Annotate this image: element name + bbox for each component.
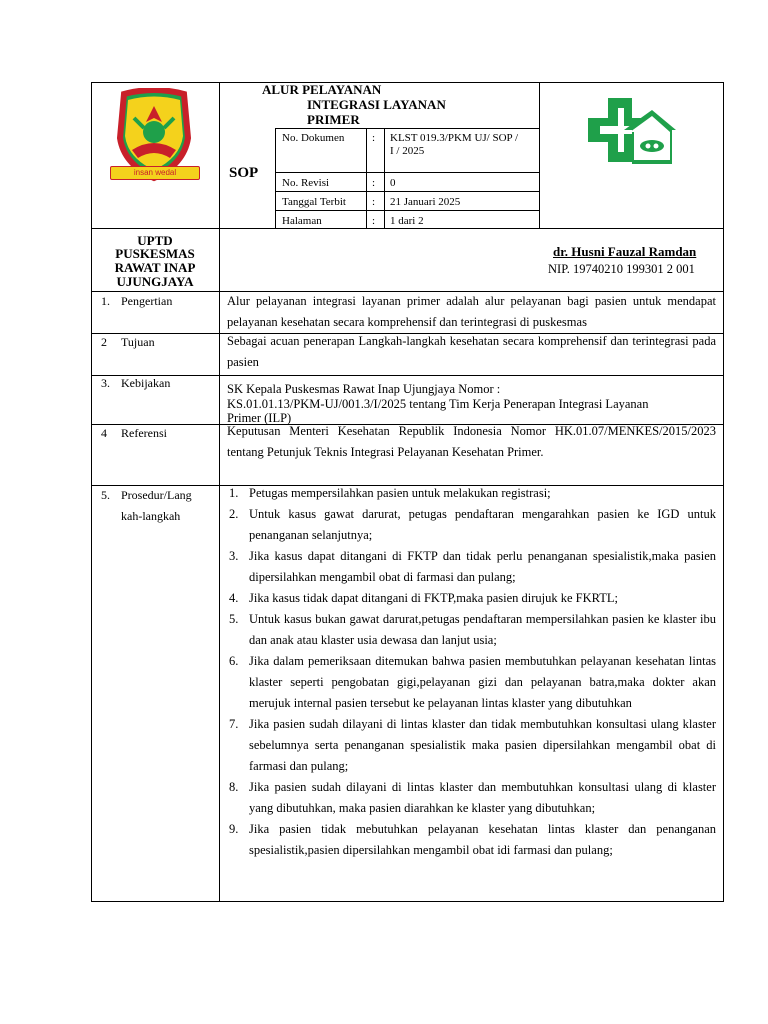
section-3-line-1: SK Kepala Puskesmas Rawat Inap Ujungjaya Nomor : bbox=[227, 382, 501, 396]
regional-emblem-logo bbox=[104, 88, 204, 184]
step-number: 4. bbox=[229, 591, 239, 605]
section-4-number: 4 bbox=[101, 426, 107, 440]
field-halaman-label: Halaman bbox=[282, 215, 322, 227]
step-number: 2. bbox=[229, 507, 239, 521]
title-line-1: ALUR PELAYANAN bbox=[262, 82, 382, 97]
field-tanggal-terbit-value: 21 Januari 2025 bbox=[390, 196, 461, 208]
step-number: 1. bbox=[229, 486, 239, 500]
step-text: Untuk kasus bukan gawat darurat,petugas pendaftaran mempersilahkan pasien ke klaster ibu dan anak atau klaster usia dewasa dan lanjut usia; bbox=[249, 612, 716, 647]
section-3-line-2: KS.01.01.13/PKM-UJ/001.3/I/2025 tentang Tim Kerja Penerapan Integrasi Layanan bbox=[227, 397, 649, 411]
org-name-line-1: UPTD bbox=[137, 233, 173, 248]
step-text: Jika dalam pemeriksaan ditemukan bahwa pasien membutuhkan pelayanan kesehatan lintas klaster seperti pengobatan gigi,pelayanan gizi dan pelayanan batra,maka dokter akan merujuk internal pasien tersebut ke pelayanan lintas klaster yang dibutuhkan bbox=[249, 654, 716, 710]
org-name-line-4: UJUNGJAYA bbox=[116, 274, 194, 289]
step-number: 6. bbox=[229, 654, 239, 668]
procedure-step bbox=[229, 546, 716, 588]
step-number: 9. bbox=[229, 822, 239, 836]
field-tanggal-terbit-sep: : bbox=[372, 196, 376, 208]
section-5-number: 5. bbox=[101, 488, 110, 502]
section-5-label-line-1: Prosedur/Lang bbox=[121, 488, 192, 502]
field-halaman-sep: : bbox=[372, 215, 376, 227]
section-2-number: 2 bbox=[101, 335, 107, 349]
step-text: Jika pasien sudah dilayani di lintas klaster dan membutuhkan konsultasi ulang di klaster yang dibutuhkan, maka pasien diarahkan ke klaster yang dibutuhkan; bbox=[249, 780, 716, 815]
procedure-step bbox=[229, 588, 716, 609]
procedure-step bbox=[229, 777, 716, 819]
step-text: Jika pasien tidak mebutuhkan pelayanan kesehatan lintas klaster dan penanganan spesialistik,pasien dipersilahkan mengambil obat idi farmasi dan pulang; bbox=[249, 822, 716, 857]
signer-name: dr. Husni Fauzal Ramdan bbox=[553, 244, 697, 259]
emblem-banner: insan wedal bbox=[110, 166, 200, 180]
step-text: Untuk kasus gawat darurat, petugas pendaftaran mengarahkan pasien ke IGD untuk penanganan selanjutnya; bbox=[249, 507, 716, 542]
field-no-revisi-sep: : bbox=[372, 177, 376, 189]
section-2-text: Sebagai acuan penerapan Langkah-langkah kesehatan secara komprehensif dan terintegrasi pada pasien bbox=[227, 334, 716, 369]
field-no-dokumen-value-2: I / 2025 bbox=[390, 145, 425, 157]
field-halaman-value: 1 dari 2 bbox=[390, 215, 424, 227]
section-4-label: Referensi bbox=[121, 426, 167, 440]
step-number: 3. bbox=[229, 549, 239, 563]
field-no-dokumen-label: No. Dokumen bbox=[282, 132, 345, 144]
step-text: Jika pasien sudah dilayani di lintas klaster dan tidak membutuhkan konsultasi ulang klaster sebelumnya serta penanganan spesialistik maka pasien dipersilahkan mengambil obat di farmasi dan pulang; bbox=[249, 717, 716, 773]
procedure-step bbox=[229, 714, 716, 777]
section-3-number: 3. bbox=[101, 376, 110, 390]
field-tanggal-terbit-label: Tanggal Terbit bbox=[282, 196, 346, 208]
step-text: Petugas mempersilahkan pasien untuk melakukan registrasi; bbox=[249, 486, 551, 500]
org-name-line-3: RAWAT INAP bbox=[114, 260, 196, 275]
step-number: 8. bbox=[229, 780, 239, 794]
procedure-step bbox=[229, 483, 716, 504]
section-1-label: Pengertian bbox=[121, 294, 173, 308]
signer-nip: NIP. 19740210 199301 2 001 bbox=[548, 262, 695, 276]
section-3-label: Kebijakan bbox=[121, 376, 171, 390]
title-line-3: PRIMER bbox=[307, 112, 360, 127]
section-5-label-line-2: kah-langkah bbox=[121, 509, 181, 523]
section-1-text: Alur pelayanan integrasi layanan primer adalah alur pelayanan bagi pasien untuk mendapat pelayanan kesehatan secara komprehensif dan terintegrasi di puskesmas bbox=[227, 294, 716, 329]
procedure-step bbox=[229, 819, 716, 861]
title-line-2: INTEGRASI LAYANAN bbox=[307, 97, 446, 112]
field-no-revisi-value: 0 bbox=[390, 177, 396, 189]
procedure-step bbox=[229, 504, 716, 546]
section-1-number: 1. bbox=[101, 294, 110, 308]
step-number: 5. bbox=[229, 612, 239, 626]
puskesmas-cross-logo bbox=[580, 96, 678, 168]
procedure-step bbox=[229, 609, 716, 651]
field-no-dokumen-sep: : bbox=[372, 132, 376, 144]
sop-label: SOP bbox=[229, 165, 259, 181]
field-no-revisi-label: No. Revisi bbox=[282, 177, 330, 189]
org-name-line-2: PUSKESMAS bbox=[115, 246, 195, 261]
step-text: Jika kasus tidak dapat ditangani di FKTP,maka pasien dirujuk ke FKRTL; bbox=[249, 591, 618, 605]
step-number: 7. bbox=[229, 717, 239, 731]
field-no-dokumen-value: KLST 019.3/PKM UJ/ SOP / bbox=[390, 132, 519, 144]
procedure-step bbox=[229, 651, 716, 714]
section-2-label: Tujuan bbox=[121, 335, 155, 349]
section-3-line-3: Primer (ILP) bbox=[227, 411, 292, 425]
step-text: Jika kasus dapat ditangani di FKTP dan tidak perlu penanganan spesialistik,maka pasien dipersilahkan mengambil obat di farmasi dan pulang; bbox=[249, 549, 716, 584]
section-4-text: Keputusan Menteri Kesehatan Republik Indonesia Nomor HK.01.07/MENKES/2015/2023 tentang Petunjuk Teknis Integrasi Pelayanan Kesehatan Primer. bbox=[227, 424, 716, 459]
procedure-steps-list bbox=[229, 483, 716, 861]
